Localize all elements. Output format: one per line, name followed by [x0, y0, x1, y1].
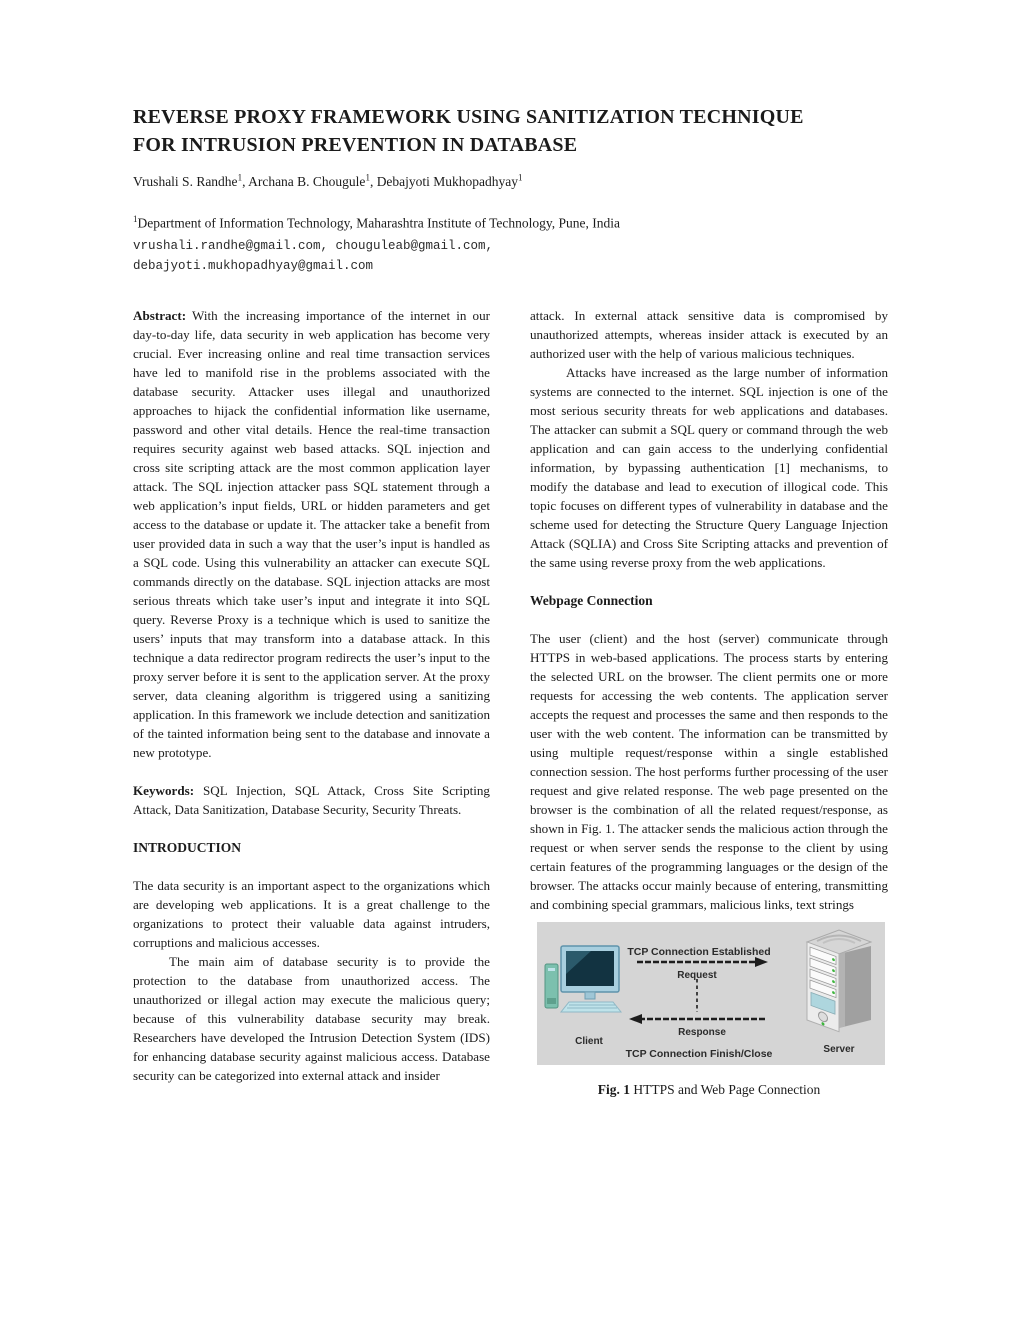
figure-1-caption: [530, 1081, 888, 1099]
client-label: Client: [575, 1036, 603, 1047]
left-column: [133, 306, 490, 1085]
figure-1-https-connection: [537, 922, 885, 1065]
right-column: [530, 306, 888, 1099]
keywords-paragraph: [133, 781, 490, 819]
introduction-paragraph-3: Attacks have increased as the large number of information systems are connected to the internet. SQL injection is one of the most serious security threats for web applications and databases. The attacker can submit a SQL query or command through the web application and can gain access to the underlying confidential information, by bypassing authentication [1] mechanisms, to modify the database and lead to execution of illogical code. This topic focuses on different types of vulnerability in database and the scheme used for detecting the Structure Query Language Injection Attack (SQLIA) and Cross Site Scripting attacks and prevention of the same using reverse proxy from the web applications.: [530, 365, 888, 570]
webpage-connection-paragraph: The user (client) and the host (server) communicate through HTTPS in web-based applications. The process starts by entering the selected URL on the browser. The client permits one or more requests for accessing the web contents. The application server accepts the request and processes the same and then responds to the user with the web content. The information can be transmitted by using multiple request/response within a single established connection session. The host performs further processing of the user request and give related response. The web page presented on the browser is the combination of all the related request/response, as shown in Fig. 1. The attacker sends the malicious action through the request or when server sends the response to the client by using certain features of the programming languages or the design of the browser. The attacks occur mainly because of entering, transmitting and combining special grammars, malicious links, text strings: [530, 631, 888, 912]
affiliation-superscript: 1: [133, 214, 138, 224]
affiliation-line: [133, 214, 620, 232]
paper-title-line1: REVERSE PROXY FRAMEWORK USING SANITIZATION TECHNIQUE: [133, 106, 804, 128]
request-label: Request: [677, 970, 717, 981]
authors-line: [133, 172, 523, 190]
tcp-established-label: TCP Connection Established: [627, 946, 771, 958]
author-separator: ,: [242, 173, 249, 189]
introduction-heading: INTRODUCTION: [133, 840, 242, 855]
affiliation-text: Department of Information Technology, Maharashtra Institute of Technology, Pune, India: [137, 215, 620, 231]
abstract-label: Abstract:: [133, 308, 187, 323]
server-label: Server: [823, 1044, 855, 1055]
author-superscript: 1: [365, 172, 370, 182]
abstract-paragraph: [133, 306, 490, 762]
figure-caption-text: HTTPS and Web Page Connection: [629, 1082, 821, 1097]
email-line: vrushali.randhe@gmail.com, chouguleab@gmail.com,: [133, 239, 494, 253]
author-name: Vrushali S. Randhe: [133, 173, 238, 189]
author: [248, 174, 377, 189]
paper-title: [133, 103, 903, 159]
author-separator: ,: [369, 173, 377, 189]
author: [133, 174, 248, 189]
webpage-connection-heading: Webpage Connection: [530, 593, 653, 608]
author-emails: [133, 236, 493, 276]
response-label: Response: [678, 1027, 726, 1038]
keywords-text: SQL Injection, SQL Attack, Cross Site Scripting Attack, Data Sanitization, Database Security, Security Threats.: [133, 783, 490, 817]
introduction-paragraph-1: The data security is an important aspect to the organizations which are developing web applications. It is a great challenge to the organizations to protect their valuable data against intruders, corruptions and malicious accesses.: [133, 878, 490, 950]
keywords-label: Keywords:: [133, 783, 195, 798]
figure-caption-label: Fig. 1: [597, 1082, 630, 1097]
tcp-finish-label: TCP Connection Finish/Close: [625, 1048, 773, 1060]
abstract-text: With the increasing importance of the internet in our day-to-day life, data security in web application has become very crucial. Ever increasing online and real time transaction services have led to manifold rise in the problems associated with the database security. Attacker uses illegal and unauthorized approaches to hijack the confidential information like username, password and other vital details. Hence the real-time transaction requires security against web based attacks. SQL injection and cross site scripting attack are the most common application layer attack. The SQL injection attacker pass SQL statement through a web application’s input fields, URL or hidden parameters and get access to the database or update it. The attacker take a benefit from user provided data in such a way that the user’s input is handled as a SQL code. Using this vulnerability an attacker can execute SQL commands directly on the database. SQL injection attacks are most serious threats which take user’s input and integrate it into SQL query. Reverse Proxy is a technique which is used to sanitize the users’ inputs that may transform into a database attack. In this technique a data redirector program redirects the user’s input to the proxy server before it is sent to the application server. At the proxy server, data cleaning algorithm is triggered using a sanitizing application. In this framework we include detection and sanitization of the tainted information being sent to the database and innovate a new prototype.: [133, 308, 490, 760]
email-line: debajyoti.mukhopadhyay@gmail.com: [133, 259, 374, 273]
paper-title-line2: FOR INTRUSION PREVENTION IN DATABASE: [133, 134, 578, 156]
introduction-paragraph-2: The main aim of database security is to provide the protection to the database from unauthorized access. The unauthorized or illegal action may execute the malicious query; because of this vulnerability database security may break. Researchers have developed the Intrusion Detection System (IDS) for enhancing database security against malicious access. Database security can be categorized into external attack and insider: [133, 954, 490, 1083]
introduction-paragraph-2-continued: attack. In external attack sensitive data is compromised by unauthorized attempts, whereas insider attack is executed by an authorized user with the help of various malicious techniques.: [530, 308, 888, 361]
author-superscript: 1: [518, 172, 523, 182]
author-name: Debajyoti Mukhopadhyay: [376, 173, 519, 189]
author-name: Archana B. Chougule: [248, 173, 366, 189]
author: [377, 174, 523, 189]
author-superscript: 1: [237, 172, 243, 182]
